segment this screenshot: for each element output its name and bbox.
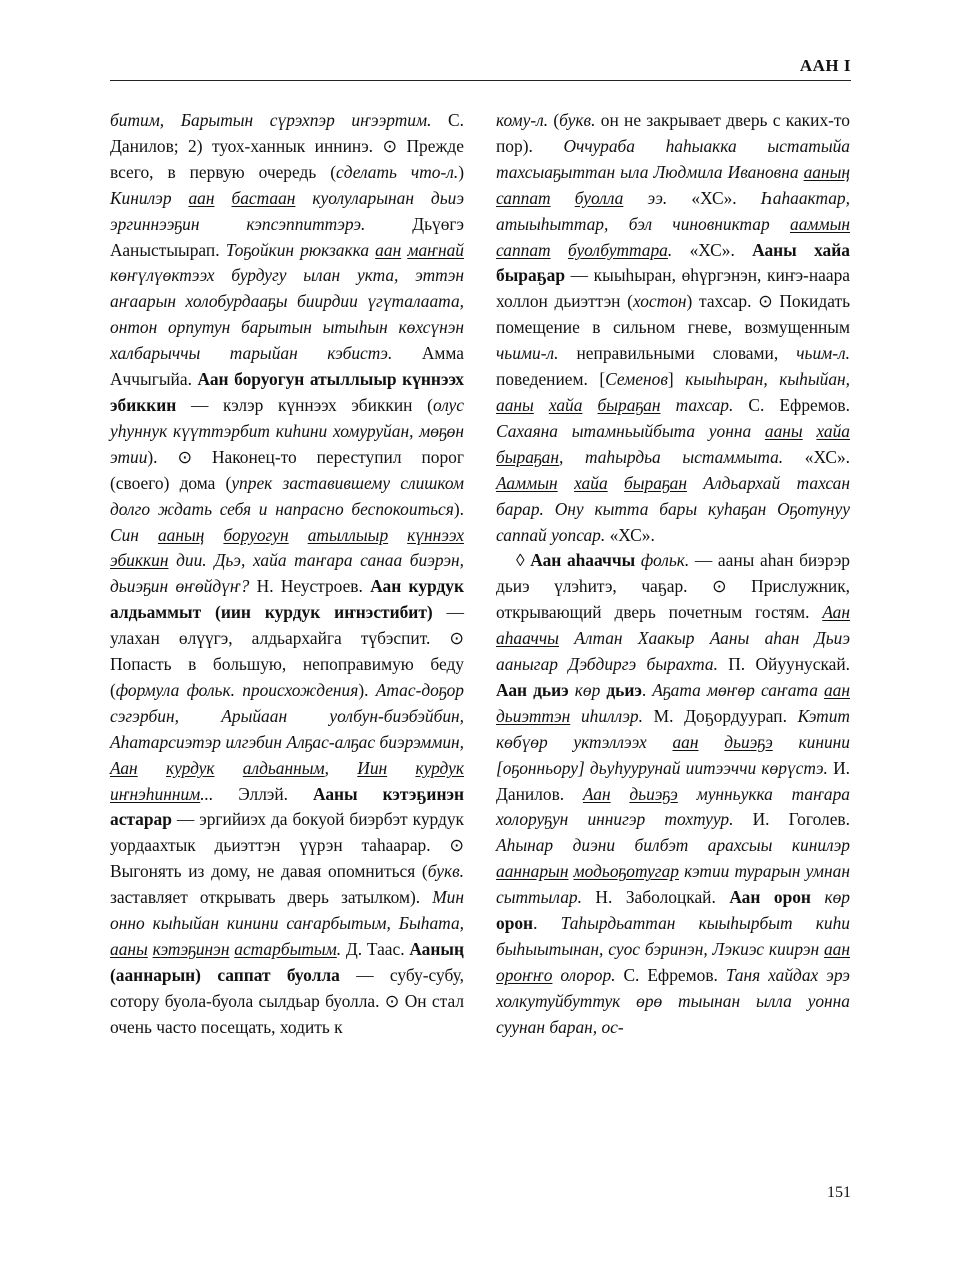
entry-paragraph <box>496 548 850 1040</box>
running-head: ААН I <box>799 56 851 75</box>
text-run: курдук <box>415 757 464 778</box>
text-run: олус уһуннук күүттэрбит киһини хомуруйан, мөҕөн этии <box>110 394 464 467</box>
text-run: көр <box>574 679 601 700</box>
text-run: ааны <box>764 420 803 441</box>
text-run: күннээх <box>407 524 464 545</box>
text-run: — кыыһыран, өһүргэнэн, киҥэ-наара холлон дьиэттэн ( <box>496 265 850 312</box>
text-run: Дьэ, хайа таҥара санаа биэрэн, дьиэҕин өҥөйдүҥ? <box>110 550 465 597</box>
page-number: 151 <box>827 1184 851 1201</box>
text-run: Аан <box>582 783 611 804</box>
text-run: Аан курдук алдьаммыт (иин курдук иҥнэстибит) <box>110 576 464 623</box>
text-run: маҥнай <box>407 239 464 260</box>
text-run: хайа <box>574 472 608 493</box>
text-run: И. Гоголев. <box>733 809 850 830</box>
text-run: хайа <box>548 394 583 415</box>
text-run: Эллэй. <box>213 783 313 804</box>
text-run: саппат <box>496 187 551 208</box>
text-run: «ХС». <box>605 524 655 545</box>
text-run: Аан орон <box>729 887 811 908</box>
text-run <box>138 758 166 778</box>
text-run <box>204 525 223 545</box>
text-run: Кинилэр <box>110 187 189 208</box>
entry-paragraph <box>110 108 464 1041</box>
text-run: Оччураба һаһыакка ыстатыйа тахсыаҕыттан ыла Людмила Ивановна <box>496 135 851 182</box>
text-run: иһиллэр. <box>570 705 643 726</box>
text-run: эбиккин <box>110 550 169 571</box>
text-run: астарбытым <box>234 939 337 959</box>
text-run: . <box>533 913 561 934</box>
text-run: фольк. <box>640 550 690 571</box>
text-run: Аһынар диэни билбэт арахсыы кинилэр <box>496 835 850 856</box>
header-rule <box>110 80 851 81</box>
text-run: . <box>336 939 342 959</box>
text-run: Ааны хайа быраҕар <box>496 239 850 286</box>
text-run: упрек заставившему слишком долго ждать себя и напрасно беспокоиться <box>110 472 465 519</box>
text-run: Аан <box>110 757 138 778</box>
text-run: кэтэҕинэн <box>152 939 230 959</box>
text-run: ааммын <box>790 213 850 234</box>
text-run: заставляет открывать дверь затылком). <box>110 887 433 908</box>
text-run: аан <box>672 731 699 752</box>
text-run: Иин <box>357 757 388 778</box>
text-run: атыллыыр <box>307 524 389 545</box>
text-run <box>388 525 407 545</box>
text-run: он не закрывает дверь с каких-то пор). <box>496 110 850 156</box>
text-run: букв. <box>427 861 464 882</box>
text-run: буолбуттара <box>567 239 668 260</box>
text-run <box>699 732 725 752</box>
text-run: ( <box>548 110 560 130</box>
text-run: кому-л. <box>496 110 549 130</box>
text-run: Ааммын <box>496 472 558 493</box>
text-run: быраҕан <box>624 472 687 493</box>
text-run: мунньукка таҥара холоруҕун иннигэр тохтуур. <box>496 783 850 830</box>
text-run <box>215 188 232 208</box>
text-run: «ХС». <box>783 446 850 467</box>
text-run: Н. Неустроев. <box>249 576 371 597</box>
text-run: Кэтит көбүөр уктэллээх <box>496 705 850 752</box>
text-run: М. Доҕордуурап. <box>642 705 798 726</box>
text-run <box>215 758 243 778</box>
text-run <box>558 473 574 493</box>
text-run: Аан дьиэ <box>496 679 569 700</box>
left-column <box>110 108 464 1041</box>
text-run: Һаһаактар, атыыһыттар, бэл чиновниктар <box>496 187 850 234</box>
text-run: алдьанным <box>242 757 325 778</box>
text-run: Аан <box>822 602 850 623</box>
text-run: дьиэттэн <box>496 705 571 726</box>
text-run <box>387 758 415 778</box>
text-run: ... <box>200 783 214 804</box>
text-run: Амма Аччыгыйа. <box>110 343 464 390</box>
text-run: ). <box>453 498 464 519</box>
text-run: ааның <box>803 161 850 182</box>
text-run: ). <box>358 679 376 700</box>
text-run: Сахаяна ытамньыйбыта уонна <box>496 420 765 441</box>
text-run: куолуларынан дьиэ эргиннээҕин кэпсэппиттэрэ. <box>110 187 464 234</box>
text-run: Таһырдьаттан кыыһырбыт киһи быһыытынан, суос бэринэн, Лэкиэс киирэн <box>496 913 850 959</box>
text-run: Д. Таас. <box>341 939 410 959</box>
text-run: ] <box>577 757 590 778</box>
text-run: орон <box>496 913 534 934</box>
text-run: хайа <box>816 420 850 441</box>
text-run <box>811 887 825 907</box>
entry-paragraph <box>496 108 850 548</box>
text-run: дьуһуурунай иитээччи көрүстэ. <box>589 757 828 778</box>
text-run: аан <box>823 679 850 700</box>
text-run: — субу-субу, сотору буола-буола сылдьар буолла. ⊙ Он стал очень часто посещать, ходить к <box>110 964 464 1037</box>
text-run: курдук <box>165 757 215 778</box>
text-run: ааны <box>496 394 534 415</box>
text-run <box>611 784 630 804</box>
text-run <box>803 421 817 441</box>
text-run: ээ. <box>623 187 668 208</box>
text-run: — кэлэр күннээх эбиккин ( <box>176 394 433 415</box>
text-run: көҥүлүөктээх бурдугу ылан укта, эттэн аҥаарын холобурдааҕы биирдии үгүталаата, онтон орпутун барытын ытыһын көхсүнэн халбарыччы тарыйан кэбистэ. <box>110 265 464 364</box>
text-run: быраҕан <box>597 394 661 415</box>
text-run <box>582 395 597 415</box>
text-run: дьиэҕэ <box>629 783 678 804</box>
text-run: неправильными словами, <box>558 343 797 364</box>
text-run: Аҕата мөҥөр саҥата <box>652 679 824 700</box>
text-run: бастаан <box>231 187 296 208</box>
text-run: С. Ефремов. <box>733 394 850 415</box>
text-run: . <box>667 239 673 260</box>
text-run: чьими-л. <box>496 343 559 364</box>
text-run: хостон <box>632 291 687 312</box>
text-run: ааның <box>157 524 205 545</box>
text-run: ) тахсар. ⊙ Покидать помещение в сильном гневе, возмущенным <box>496 291 850 338</box>
text-run: Тоҕойкин рюкзакка <box>225 239 376 260</box>
text-run: ). ⊙ Наконец-то переступил порог (своего) дома ( <box>110 446 464 493</box>
text-run: дии. <box>168 550 215 571</box>
text-run: битим, Барытын сүрэхпэр иҥээртим. <box>110 110 432 130</box>
text-run <box>608 473 624 493</box>
text-run: дьиэ <box>606 679 642 700</box>
text-run: аһааччы <box>496 628 559 649</box>
text-run <box>534 395 549 415</box>
text-run: Атас-доҕор сэгэрбин, Арыйаан уолбун-биэбэйбин, Аһатарсиэтэр илгэбин Алҕас-алҕас биэрэммин, <box>110 679 464 752</box>
text-run: Мин онно кыһыйан кинини саҥарбытым, Быһата, <box>110 887 464 934</box>
text-run: поведением. [ <box>496 369 606 390</box>
text-run: модьоҕотугар <box>573 861 679 882</box>
text-run: ] <box>667 369 686 390</box>
text-run: С. Данилов; 2) туох-ханнык иннинэ. ⊙ Прежде всего, в первую очередь ( <box>110 110 464 182</box>
text-run: чьим-л. <box>796 343 850 364</box>
text-run: ааннарын <box>496 861 569 882</box>
text-run: сделать что-л. <box>335 161 459 182</box>
text-run: Дьүөгэ Ааныстыырап. <box>110 213 464 260</box>
text-run: олорор. <box>552 964 616 985</box>
text-run: тахсар. <box>660 394 734 415</box>
text-run: дьиэҕэ <box>724 731 773 752</box>
text-run: Н. Заболоцкай. <box>581 887 730 908</box>
text-run: ) <box>458 161 464 182</box>
text-run: аан <box>375 239 402 260</box>
right-column <box>496 108 850 1041</box>
text-run: кинини [ <box>496 731 850 778</box>
text-run: кыыһыран, кыһыйан, <box>685 369 850 390</box>
text-run <box>551 188 575 208</box>
text-run: быраҕан <box>496 446 559 467</box>
text-run: Алтан Хаакыр Ааны аһан Дьиэ ааныгар Дэбдиргэ бырахта. <box>496 628 850 675</box>
text-run: формула фольк. происхождения <box>115 679 359 700</box>
text-run: буолла <box>574 187 624 208</box>
text-run <box>551 240 568 260</box>
text-run: иҥнэһинним <box>110 783 201 804</box>
text-run: , таһырдьа ыстаммыта. <box>558 446 784 467</box>
text-run: Таня хайдах эрэ холкутуйбуттук өрө тыынан ылла уонна суунан баран, ос- <box>496 964 850 1037</box>
text-run: ороҥҥо <box>496 964 553 985</box>
text-run: Аан аһааччы <box>530 550 636 571</box>
text-run: кэтии турарын умнан сыттылар. <box>496 861 850 908</box>
text-run: Алдьархай тахсан барар. Ону кытта бары куһаҕан Оҕотунуу саппай уопсар. <box>496 472 850 545</box>
text-run: — улахан өлүүгэ, алдьархайга түбэспит. ⊙ Попасть в большую, непоправимую беду ( <box>110 602 464 700</box>
text-run: С. Ефремов. <box>615 964 726 985</box>
text-run: ◊ <box>516 550 531 571</box>
text-run: Ааның (ааннарын) саппат буолла <box>110 939 464 985</box>
text-run: Семенов <box>605 369 668 390</box>
text-run: — эргийиэх да бокуой биэрбэт курдук уордаахтык дьиэттэн үүрэн таһаарар. ⊙ Выгонять из дому, не давая опомниться ( <box>110 809 464 882</box>
text-run: көр <box>824 887 850 908</box>
text-run: — ааны аһан биэрэр дьиэ үлэһитэ, чаҕар. ⊙ Прислужник, открывающий дверь почетным гостям. <box>496 550 850 623</box>
text-run <box>289 525 308 545</box>
text-run: Аан боруогун атыллыыр күннээх эбиккин <box>110 369 464 415</box>
text-run: , <box>324 757 358 778</box>
text-run: боруогун <box>223 524 289 545</box>
text-run: ааны <box>110 939 148 959</box>
text-run: . <box>641 679 653 700</box>
text-run: оҕонньору <box>502 757 578 778</box>
text-run: саппат <box>496 239 551 260</box>
text-run: «ХС». <box>672 239 753 260</box>
text-run: И. Данилов. <box>496 757 850 804</box>
text-run: «ХС». <box>667 187 761 208</box>
text-run: букв. <box>559 110 596 130</box>
text-run: Ааны кэтэҕинэн астарар <box>110 783 465 830</box>
text-run: аан <box>823 939 850 959</box>
text-run: аан <box>188 187 215 208</box>
text-run: Син <box>110 524 158 545</box>
text-run: П. Ойуунускай. <box>717 654 850 675</box>
